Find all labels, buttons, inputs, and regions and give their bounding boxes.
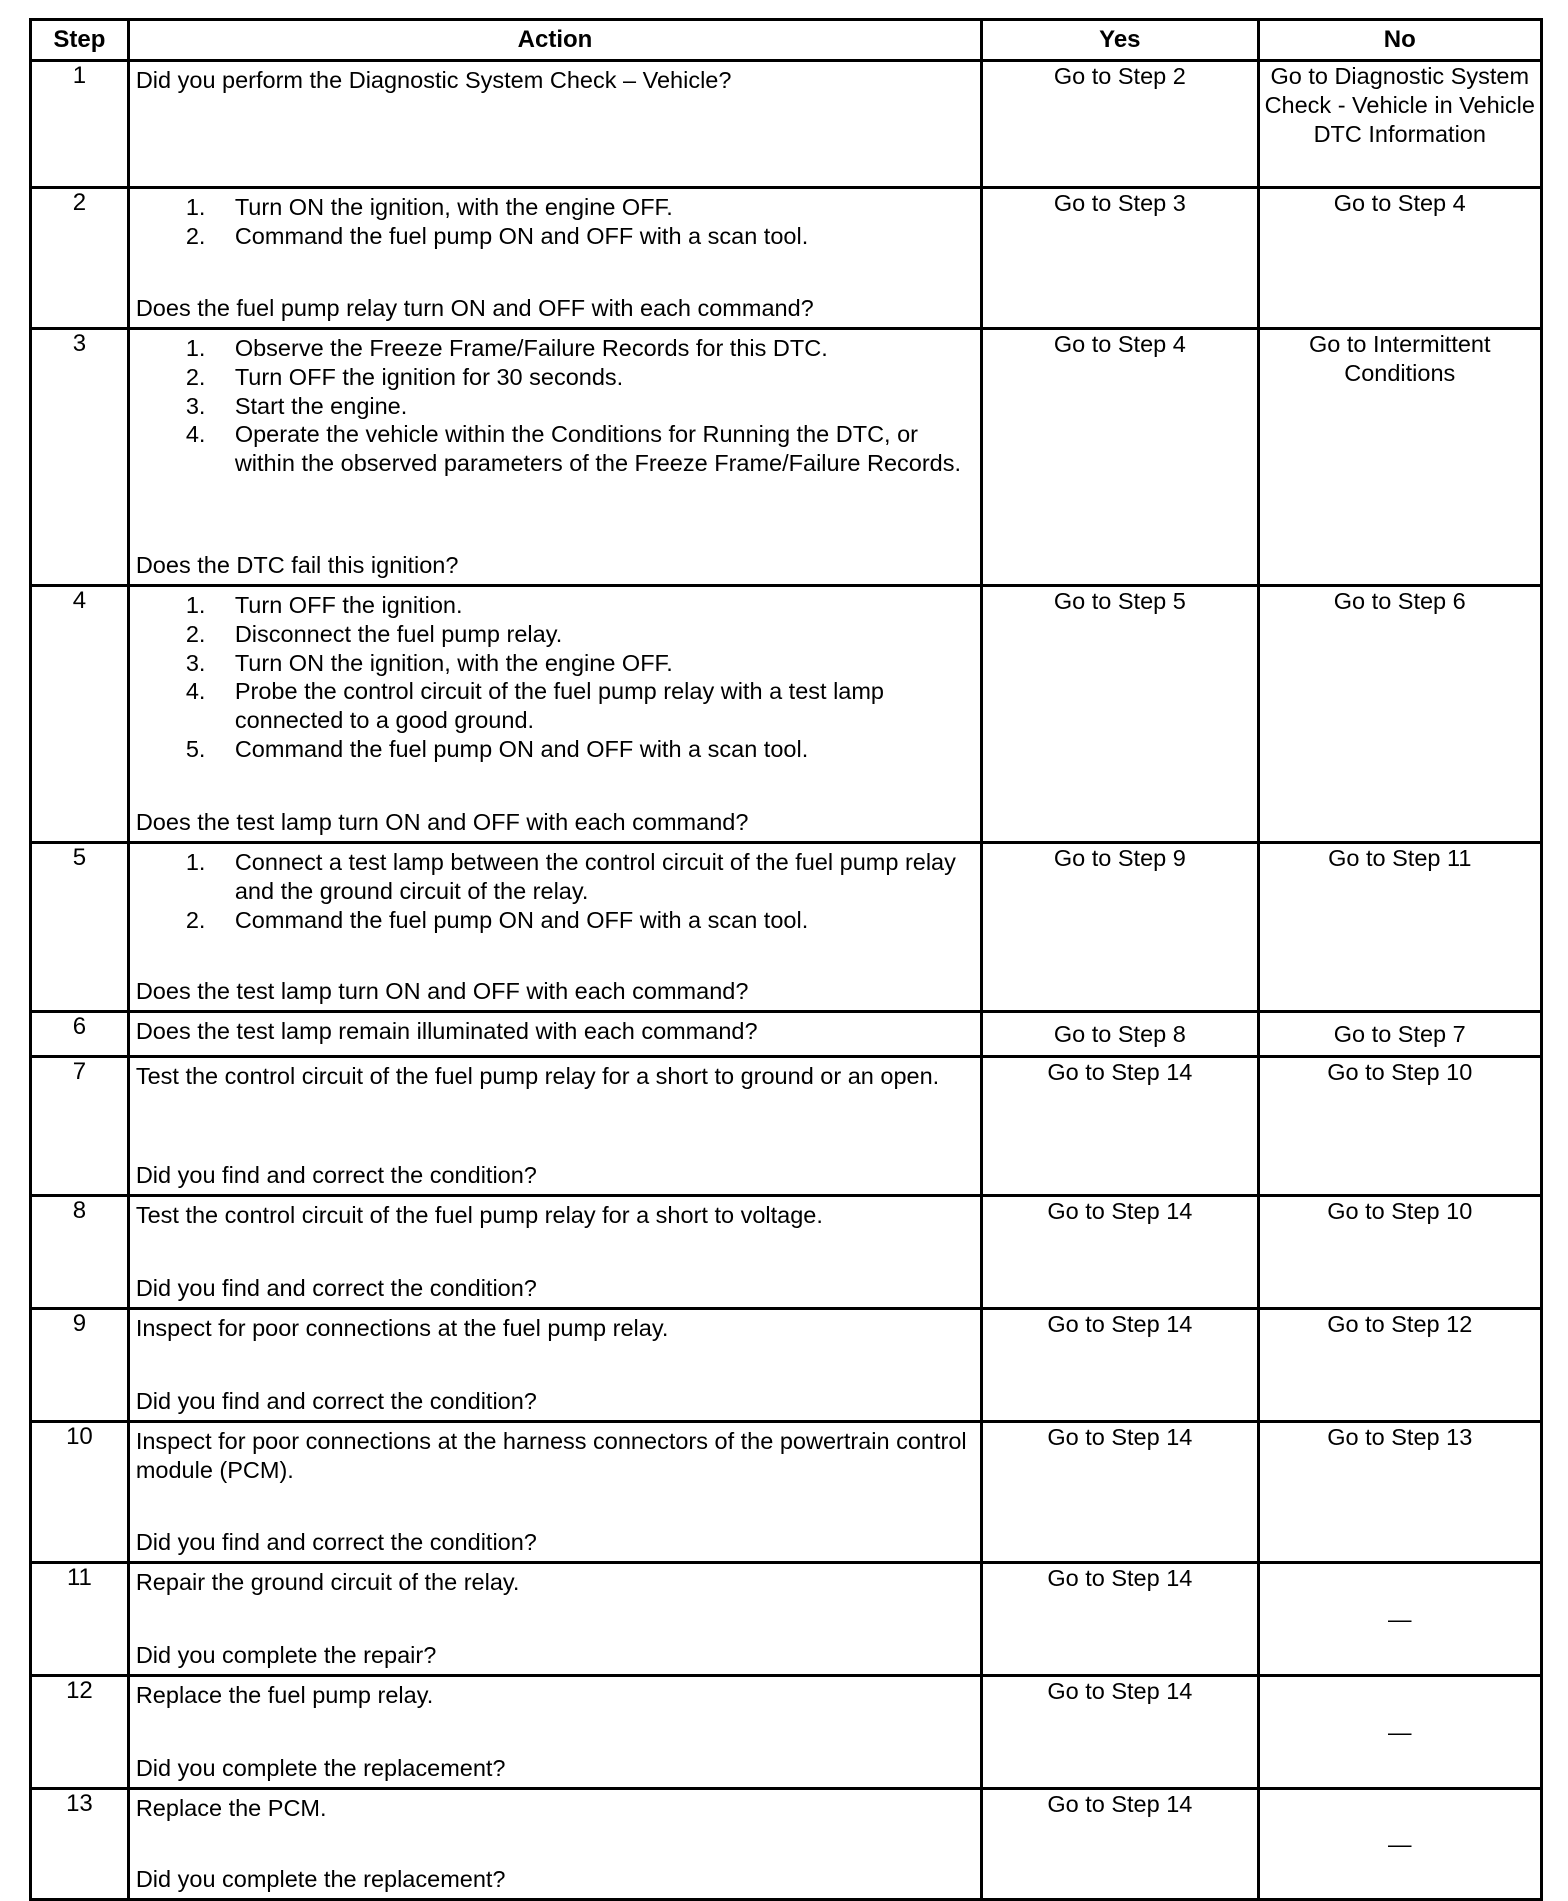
no-cell: Go to Intermittent Conditions <box>1258 329 1541 586</box>
action-question: Did you find and correct the condition? <box>135 1162 537 1189</box>
no-cell: Go to Step 10 <box>1258 1057 1541 1196</box>
no-cell: Go to Step 7 <box>1258 1012 1541 1057</box>
action-cell <box>128 1012 981 1057</box>
table-row <box>31 1789 1542 1900</box>
yes-cell: Go to Step 4 <box>982 329 1258 586</box>
action-steps <box>136 193 972 251</box>
header-no: No <box>1258 20 1541 61</box>
action-text: Replace the fuel pump relay. <box>135 1682 434 1708</box>
table-row <box>31 61 1542 188</box>
action-cell <box>128 843 981 1012</box>
step-number: 8 <box>31 1196 129 1309</box>
action-step-item: 4. Probe the control circuit of the fuel pump relay with a test lamp connected to a good ground. <box>185 678 885 734</box>
action-question: Does the fuel pump relay turn ON and OFF with each command? <box>135 295 814 322</box>
action-text: Repair the ground circuit of the relay. <box>135 1569 520 1595</box>
action-step-item: 2. Turn OFF the ignition for 30 seconds. <box>185 363 624 390</box>
action-cell <box>128 188 981 329</box>
yes-cell: Go to Step 14 <box>982 1676 1258 1789</box>
header-action: Action <box>128 20 981 61</box>
table-row <box>31 1563 1542 1676</box>
action-question: Does the test lamp turn ON and OFF with each command? <box>135 978 749 1005</box>
action-cell <box>128 1057 981 1196</box>
action-step-item: 3. Start the engine. <box>185 392 408 419</box>
action-step-item: 4. Operate the vehicle within the Conditions for Running the DTC, or within the observed parameters of the Freeze Frame/Failure Records. <box>185 421 962 477</box>
step-number: 6 <box>31 1012 129 1057</box>
table-row <box>31 1057 1542 1196</box>
header-yes: Yes <box>982 20 1258 61</box>
step-number: 10 <box>31 1422 129 1563</box>
no-cell: Go to Step 4 <box>1258 188 1541 329</box>
action-question: Did you complete the repair? <box>135 1642 437 1669</box>
step-number: 4 <box>31 586 129 843</box>
action-steps <box>136 591 972 764</box>
action-cell <box>128 586 981 843</box>
action-question: Did you complete the replacement? <box>135 1755 506 1782</box>
yes-cell: Go to Step 9 <box>982 843 1258 1012</box>
step-number: 12 <box>31 1676 129 1789</box>
action-question: Does the test lamp turn ON and OFF with each command? <box>135 809 749 836</box>
action-step-item: 2. Command the fuel pump ON and OFF with a scan tool. <box>185 906 809 933</box>
table-row <box>31 1676 1542 1789</box>
yes-cell: Go to Step 14 <box>982 1422 1258 1563</box>
table-row <box>31 843 1542 1012</box>
yes-cell: Go to Step 14 <box>982 1309 1258 1422</box>
table-row <box>31 1309 1542 1422</box>
action-step-item: 1. Connect a test lamp between the control circuit of the fuel pump relay and the ground circuit of the relay. <box>185 849 956 904</box>
action-step-item: 3. Turn ON the ignition, with the engine OFF. <box>185 649 673 676</box>
action-question: Does the DTC fail this ignition? <box>135 552 459 579</box>
action-text: Test the control circuit of the fuel pump relay for a short to ground or an open. <box>135 1063 940 1089</box>
action-question: Did you find and correct the condition? <box>135 1388 537 1415</box>
no-cell: — <box>1258 1789 1541 1900</box>
no-cell: — <box>1258 1676 1541 1789</box>
action-cell <box>128 1422 981 1563</box>
action-steps <box>136 334 972 478</box>
action-cell <box>128 1196 981 1309</box>
action-text: Inspect for poor connections at the harness connectors of the powertrain control module (PCM). <box>135 1428 967 1483</box>
table-row <box>31 1196 1542 1309</box>
action-question: Did you complete the replacement? <box>135 1866 506 1893</box>
action-cell <box>128 329 981 586</box>
step-number: 2 <box>31 188 129 329</box>
table-row <box>31 188 1542 329</box>
table-row <box>31 1012 1542 1057</box>
step-number: 5 <box>31 843 129 1012</box>
no-cell: Go to Step 13 <box>1258 1422 1541 1563</box>
action-step-item: 2. Disconnect the fuel pump relay. <box>185 620 563 647</box>
yes-cell: Go to Step 14 <box>982 1789 1258 1900</box>
yes-cell: Go to Step 14 <box>982 1563 1258 1676</box>
table-row <box>31 329 1542 586</box>
step-number: 7 <box>31 1057 129 1196</box>
action-step-item: 1. Observe the Freeze Frame/Failure Records for this DTC. <box>185 335 828 361</box>
step-number: 11 <box>31 1563 129 1676</box>
action-question: Did you find and correct the condition? <box>135 1275 537 1302</box>
action-cell <box>128 1676 981 1789</box>
step-number: 13 <box>31 1789 129 1900</box>
action-cell <box>128 1789 981 1900</box>
yes-cell: Go to Step 8 <box>982 1012 1258 1057</box>
no-cell: Go to Step 12 <box>1258 1309 1541 1422</box>
yes-cell: Go to Step 5 <box>982 586 1258 843</box>
yes-cell: Go to Step 14 <box>982 1196 1258 1309</box>
action-text: Did you perform the Diagnostic System Check – Vehicle? <box>135 67 732 93</box>
step-number: 3 <box>31 329 129 586</box>
action-text: Inspect for poor connections at the fuel pump relay. <box>135 1315 669 1341</box>
step-number: 1 <box>31 61 129 188</box>
action-cell <box>128 1563 981 1676</box>
yes-cell: Go to Step 2 <box>982 61 1258 188</box>
no-cell: — <box>1258 1563 1541 1676</box>
action-text: Test the control circuit of the fuel pump relay for a short to voltage. <box>135 1202 823 1228</box>
step-number: 9 <box>31 1309 129 1422</box>
action-step-item: 2. Command the fuel pump ON and OFF with a scan tool. <box>185 222 809 249</box>
action-text: Replace the PCM. <box>135 1795 327 1821</box>
diagnostic-table <box>29 18 1543 1901</box>
action-step-item: 1. Turn ON the ignition, with the engine OFF. <box>185 194 673 220</box>
action-cell <box>128 1309 981 1422</box>
header-row <box>31 20 1542 61</box>
action-cell <box>128 61 981 188</box>
no-cell: Go to Step 10 <box>1258 1196 1541 1309</box>
no-cell: Go to Step 6 <box>1258 586 1541 843</box>
action-step-item: 1. Turn OFF the ignition. <box>185 592 463 618</box>
action-text: Does the test lamp remain illuminated with each command? <box>135 1018 758 1044</box>
no-cell: Go to Step 11 <box>1258 843 1541 1012</box>
table-row <box>31 586 1542 843</box>
yes-cell: Go to Step 3 <box>982 188 1258 329</box>
yes-cell: Go to Step 14 <box>982 1057 1258 1196</box>
action-question: Did you find and correct the condition? <box>135 1529 537 1556</box>
no-cell: Go to Diagnostic System Check - Vehicle in Vehicle DTC Information <box>1258 61 1541 188</box>
action-steps <box>136 848 972 934</box>
action-step-item: 5. Command the fuel pump ON and OFF with a scan tool. <box>185 735 809 762</box>
header-step: Step <box>31 20 129 61</box>
table-row <box>31 1422 1542 1563</box>
